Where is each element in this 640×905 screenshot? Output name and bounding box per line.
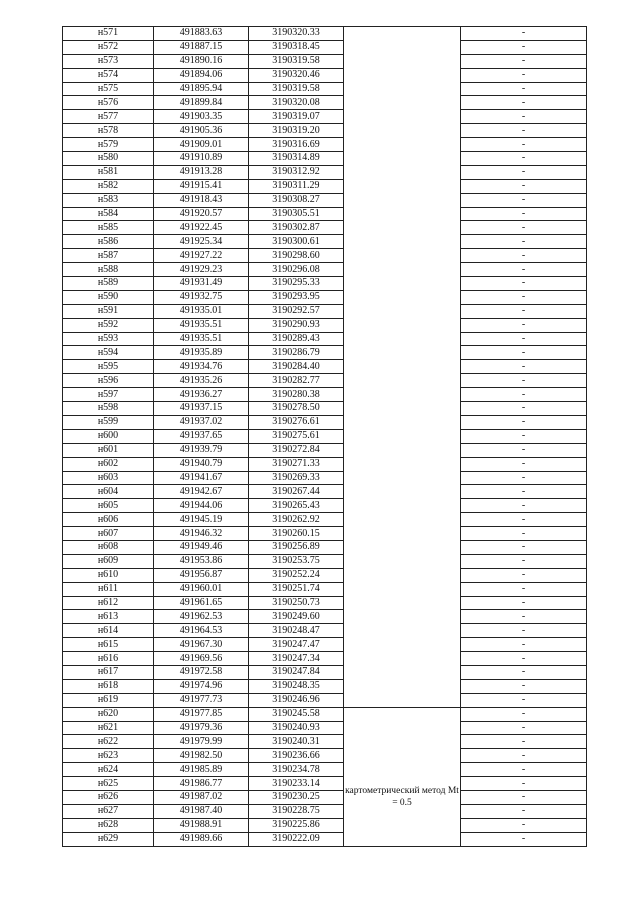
point-id-cell: н620: [63, 707, 154, 721]
point-id-cell: н591: [63, 304, 154, 318]
y-coordinate-cell: 3190248.47: [249, 624, 344, 638]
accuracy-mark-cell: -: [461, 318, 587, 332]
y-coordinate-cell: 3190267.44: [249, 485, 344, 499]
y-coordinate-cell: 3190247.34: [249, 652, 344, 666]
table-row: [63, 332, 587, 346]
table-row: [63, 54, 587, 68]
point-id-cell: н608: [63, 540, 154, 554]
point-id-cell: н628: [63, 818, 154, 832]
table-row: [63, 763, 587, 777]
point-id-cell: н574: [63, 68, 154, 82]
accuracy-mark-cell: -: [461, 777, 587, 791]
x-coordinate-cell: 491903.35: [154, 110, 249, 124]
accuracy-mark-cell: -: [461, 124, 587, 138]
point-id-cell: н600: [63, 429, 154, 443]
table-row: [63, 221, 587, 235]
y-coordinate-cell: 3190312.92: [249, 165, 344, 179]
point-id-cell: н627: [63, 804, 154, 818]
accuracy-mark-cell: -: [461, 568, 587, 582]
x-coordinate-cell: 491883.63: [154, 27, 249, 41]
y-coordinate-cell: 3190247.47: [249, 638, 344, 652]
y-coordinate-cell: 3190282.77: [249, 374, 344, 388]
table-row: [63, 610, 587, 624]
point-id-cell: н575: [63, 82, 154, 96]
accuracy-mark-cell: -: [461, 235, 587, 249]
point-id-cell: н616: [63, 652, 154, 666]
accuracy-mark-cell: -: [461, 735, 587, 749]
accuracy-mark-cell: -: [461, 40, 587, 54]
point-id-cell: н582: [63, 179, 154, 193]
x-coordinate-cell: 491961.65: [154, 596, 249, 610]
x-coordinate-cell: 491935.51: [154, 318, 249, 332]
point-id-cell: н592: [63, 318, 154, 332]
point-id-cell: н596: [63, 374, 154, 388]
table-row: [63, 707, 587, 721]
point-id-cell: н629: [63, 832, 154, 846]
y-coordinate-cell: 3190240.93: [249, 721, 344, 735]
y-coordinate-cell: 3190319.58: [249, 82, 344, 96]
accuracy-mark-cell: -: [461, 96, 587, 110]
y-coordinate-cell: 3190305.51: [249, 207, 344, 221]
y-coordinate-cell: 3190256.89: [249, 540, 344, 554]
accuracy-mark-cell: -: [461, 27, 587, 41]
x-coordinate-cell: 491915.41: [154, 179, 249, 193]
accuracy-mark-cell: -: [461, 388, 587, 402]
table-row: [63, 527, 587, 541]
y-coordinate-cell: 3190293.95: [249, 290, 344, 304]
y-coordinate-cell: 3190316.69: [249, 138, 344, 152]
table-row: [63, 485, 587, 499]
x-coordinate-cell: 491982.50: [154, 749, 249, 763]
accuracy-mark-cell: -: [461, 402, 587, 416]
x-coordinate-cell: 491953.86: [154, 554, 249, 568]
point-id-cell: н594: [63, 346, 154, 360]
y-coordinate-cell: 3190290.93: [249, 318, 344, 332]
y-coordinate-cell: 3190245.58: [249, 707, 344, 721]
x-coordinate-cell: 491922.45: [154, 221, 249, 235]
accuracy-mark-cell: -: [461, 54, 587, 68]
accuracy-mark-cell: -: [461, 582, 587, 596]
point-id-cell: н588: [63, 263, 154, 277]
y-coordinate-cell: 3190275.61: [249, 429, 344, 443]
table-row: [63, 27, 587, 41]
x-coordinate-cell: 491987.02: [154, 790, 249, 804]
x-coordinate-cell: 491987.40: [154, 804, 249, 818]
accuracy-mark-cell: -: [461, 707, 587, 721]
point-id-cell: н581: [63, 165, 154, 179]
accuracy-mark-cell: -: [461, 485, 587, 499]
point-id-cell: н586: [63, 235, 154, 249]
table-row: [63, 290, 587, 304]
accuracy-mark-cell: -: [461, 290, 587, 304]
y-coordinate-cell: 3190276.61: [249, 415, 344, 429]
x-coordinate-cell: 491986.77: [154, 777, 249, 791]
y-coordinate-cell: 3190278.50: [249, 402, 344, 416]
point-id-cell: н606: [63, 513, 154, 527]
table-row: [63, 179, 587, 193]
method-cell-empty: [344, 27, 461, 708]
accuracy-mark-cell: -: [461, 263, 587, 277]
y-coordinate-cell: 3190222.09: [249, 832, 344, 846]
point-id-cell: н617: [63, 665, 154, 679]
x-coordinate-cell: 491979.36: [154, 721, 249, 735]
table-row: [63, 388, 587, 402]
accuracy-mark-cell: -: [461, 679, 587, 693]
x-coordinate-cell: 491964.53: [154, 624, 249, 638]
y-coordinate-cell: 3190250.73: [249, 596, 344, 610]
accuracy-mark-cell: -: [461, 429, 587, 443]
accuracy-mark-cell: -: [461, 610, 587, 624]
table-row: [63, 554, 587, 568]
x-coordinate-cell: 491894.06: [154, 68, 249, 82]
accuracy-mark-cell: -: [461, 360, 587, 374]
point-id-cell: н589: [63, 277, 154, 291]
x-coordinate-cell: 491972.58: [154, 665, 249, 679]
table-row: [63, 360, 587, 374]
y-coordinate-cell: 3190302.87: [249, 221, 344, 235]
y-coordinate-cell: 3190249.60: [249, 610, 344, 624]
table-row: [63, 652, 587, 666]
point-id-cell: н590: [63, 290, 154, 304]
y-coordinate-cell: 3190272.84: [249, 443, 344, 457]
y-coordinate-cell: 3190319.07: [249, 110, 344, 124]
accuracy-mark-cell: -: [461, 152, 587, 166]
x-coordinate-cell: 491927.22: [154, 249, 249, 263]
x-coordinate-cell: 491905.36: [154, 124, 249, 138]
point-id-cell: н607: [63, 527, 154, 541]
x-coordinate-cell: 491899.84: [154, 96, 249, 110]
y-coordinate-cell: 3190319.58: [249, 54, 344, 68]
point-id-cell: н603: [63, 471, 154, 485]
x-coordinate-cell: 491935.01: [154, 304, 249, 318]
y-coordinate-cell: 3190289.43: [249, 332, 344, 346]
table-row: [63, 318, 587, 332]
table-row: [63, 721, 587, 735]
point-id-cell: н604: [63, 485, 154, 499]
accuracy-mark-cell: -: [461, 207, 587, 221]
x-coordinate-cell: 491920.57: [154, 207, 249, 221]
y-coordinate-cell: 3190228.75: [249, 804, 344, 818]
point-id-cell: н602: [63, 457, 154, 471]
x-coordinate-cell: 491960.01: [154, 582, 249, 596]
table-row: [63, 374, 587, 388]
table-row: [63, 777, 587, 791]
accuracy-mark-cell: -: [461, 665, 587, 679]
y-coordinate-cell: 3190280.38: [249, 388, 344, 402]
table-row: [63, 110, 587, 124]
accuracy-mark-cell: -: [461, 596, 587, 610]
y-coordinate-cell: 3190320.33: [249, 27, 344, 41]
y-coordinate-cell: 3190320.08: [249, 96, 344, 110]
table-row: [63, 790, 587, 804]
x-coordinate-cell: 491989.66: [154, 832, 249, 846]
y-coordinate-cell: 3190262.92: [249, 513, 344, 527]
accuracy-mark-cell: -: [461, 110, 587, 124]
table-row: [63, 457, 587, 471]
y-coordinate-cell: 3190314.89: [249, 152, 344, 166]
accuracy-mark-cell: -: [461, 82, 587, 96]
point-id-cell: н595: [63, 360, 154, 374]
accuracy-mark-cell: -: [461, 832, 587, 846]
y-coordinate-cell: 3190271.33: [249, 457, 344, 471]
table-row: [63, 235, 587, 249]
accuracy-mark-cell: -: [461, 721, 587, 735]
table-row: [63, 832, 587, 846]
table-row: [63, 568, 587, 582]
accuracy-mark-cell: -: [461, 804, 587, 818]
x-coordinate-cell: 491962.53: [154, 610, 249, 624]
accuracy-mark-cell: -: [461, 763, 587, 777]
table-row: [63, 582, 587, 596]
point-id-cell: н571: [63, 27, 154, 41]
point-id-cell: н621: [63, 721, 154, 735]
point-id-cell: н577: [63, 110, 154, 124]
table-row: [63, 207, 587, 221]
accuracy-mark-cell: -: [461, 499, 587, 513]
point-id-cell: н598: [63, 402, 154, 416]
x-coordinate-cell: 491941.67: [154, 471, 249, 485]
table-row: [63, 749, 587, 763]
table-row: [63, 263, 587, 277]
point-id-cell: н612: [63, 596, 154, 610]
x-coordinate-cell: 491942.67: [154, 485, 249, 499]
y-coordinate-cell: 3190269.33: [249, 471, 344, 485]
y-coordinate-cell: 3190300.61: [249, 235, 344, 249]
y-coordinate-cell: 3190240.31: [249, 735, 344, 749]
y-coordinate-cell: 3190225.86: [249, 818, 344, 832]
table-row: [63, 443, 587, 457]
accuracy-mark-cell: -: [461, 193, 587, 207]
point-id-cell: н580: [63, 152, 154, 166]
accuracy-mark-cell: -: [461, 374, 587, 388]
table-row: [63, 402, 587, 416]
accuracy-mark-cell: -: [461, 652, 587, 666]
accuracy-mark-cell: -: [461, 638, 587, 652]
point-id-cell: н622: [63, 735, 154, 749]
x-coordinate-cell: 491969.56: [154, 652, 249, 666]
coordinates-table-body: [63, 27, 587, 847]
table-row: [63, 429, 587, 443]
accuracy-mark-cell: -: [461, 332, 587, 346]
x-coordinate-cell: 491974.96: [154, 679, 249, 693]
y-coordinate-cell: 3190296.08: [249, 263, 344, 277]
table-row: [63, 277, 587, 291]
x-coordinate-cell: 491913.28: [154, 165, 249, 179]
table-row: [63, 471, 587, 485]
y-coordinate-cell: 3190252.24: [249, 568, 344, 582]
x-coordinate-cell: 491949.46: [154, 540, 249, 554]
point-id-cell: н613: [63, 610, 154, 624]
x-coordinate-cell: 491890.16: [154, 54, 249, 68]
accuracy-mark-cell: -: [461, 68, 587, 82]
y-coordinate-cell: 3190320.46: [249, 68, 344, 82]
table-row: [63, 193, 587, 207]
point-id-cell: н601: [63, 443, 154, 457]
y-coordinate-cell: 3190292.57: [249, 304, 344, 318]
x-coordinate-cell: 491945.19: [154, 513, 249, 527]
table-row: [63, 249, 587, 263]
y-coordinate-cell: 3190246.96: [249, 693, 344, 707]
x-coordinate-cell: 491935.89: [154, 346, 249, 360]
point-id-cell: н624: [63, 763, 154, 777]
accuracy-mark-cell: -: [461, 165, 587, 179]
y-coordinate-cell: 3190298.60: [249, 249, 344, 263]
x-coordinate-cell: 491936.27: [154, 388, 249, 402]
accuracy-mark-cell: -: [461, 277, 587, 291]
y-coordinate-cell: 3190234.78: [249, 763, 344, 777]
y-coordinate-cell: 3190233.14: [249, 777, 344, 791]
y-coordinate-cell: 3190251.74: [249, 582, 344, 596]
table-row: [63, 152, 587, 166]
y-coordinate-cell: 3190253.75: [249, 554, 344, 568]
x-coordinate-cell: 491932.75: [154, 290, 249, 304]
y-coordinate-cell: 3190295.33: [249, 277, 344, 291]
table-row: [63, 124, 587, 138]
table-row: [63, 818, 587, 832]
x-coordinate-cell: 491925.34: [154, 235, 249, 249]
x-coordinate-cell: 491918.43: [154, 193, 249, 207]
accuracy-mark-cell: -: [461, 818, 587, 832]
x-coordinate-cell: 491937.65: [154, 429, 249, 443]
y-coordinate-cell: 3190284.40: [249, 360, 344, 374]
point-id-cell: н626: [63, 790, 154, 804]
y-coordinate-cell: 3190265.43: [249, 499, 344, 513]
accuracy-mark-cell: -: [461, 749, 587, 763]
x-coordinate-cell: 491939.79: [154, 443, 249, 457]
point-id-cell: н573: [63, 54, 154, 68]
x-coordinate-cell: 491944.06: [154, 499, 249, 513]
x-coordinate-cell: 491937.02: [154, 415, 249, 429]
x-coordinate-cell: 491977.73: [154, 693, 249, 707]
accuracy-mark-cell: -: [461, 471, 587, 485]
point-id-cell: н579: [63, 138, 154, 152]
table-row: [63, 735, 587, 749]
accuracy-mark-cell: -: [461, 513, 587, 527]
point-id-cell: н609: [63, 554, 154, 568]
accuracy-mark-cell: -: [461, 221, 587, 235]
x-coordinate-cell: 491956.87: [154, 568, 249, 582]
accuracy-mark-cell: -: [461, 138, 587, 152]
table-row: [63, 40, 587, 54]
point-id-cell: н578: [63, 124, 154, 138]
table-row: [63, 304, 587, 318]
accuracy-mark-cell: -: [461, 554, 587, 568]
table-row: [63, 638, 587, 652]
y-coordinate-cell: 3190319.20: [249, 124, 344, 138]
point-id-cell: н583: [63, 193, 154, 207]
y-coordinate-cell: 3190311.29: [249, 179, 344, 193]
point-id-cell: н597: [63, 388, 154, 402]
y-coordinate-cell: 3190286.79: [249, 346, 344, 360]
table-row: [63, 693, 587, 707]
x-coordinate-cell: 491931.49: [154, 277, 249, 291]
x-coordinate-cell: 491937.15: [154, 402, 249, 416]
x-coordinate-cell: 491895.94: [154, 82, 249, 96]
point-id-cell: н585: [63, 221, 154, 235]
point-id-cell: н611: [63, 582, 154, 596]
accuracy-mark-cell: -: [461, 346, 587, 360]
accuracy-mark-cell: -: [461, 443, 587, 457]
accuracy-mark-cell: -: [461, 790, 587, 804]
table-row: [63, 596, 587, 610]
y-coordinate-cell: 3190247.84: [249, 665, 344, 679]
x-coordinate-cell: 491985.89: [154, 763, 249, 777]
accuracy-mark-cell: -: [461, 527, 587, 541]
accuracy-mark-cell: -: [461, 457, 587, 471]
table-row: [63, 513, 587, 527]
table-row: [63, 138, 587, 152]
point-id-cell: н619: [63, 693, 154, 707]
table-row: [63, 499, 587, 513]
y-coordinate-cell: 3190236.66: [249, 749, 344, 763]
accuracy-mark-cell: -: [461, 624, 587, 638]
point-id-cell: н599: [63, 415, 154, 429]
table-row: [63, 679, 587, 693]
point-id-cell: н623: [63, 749, 154, 763]
x-coordinate-cell: 491979.99: [154, 735, 249, 749]
x-coordinate-cell: 491946.32: [154, 527, 249, 541]
table-row: [63, 346, 587, 360]
y-coordinate-cell: 3190230.25: [249, 790, 344, 804]
accuracy-mark-cell: -: [461, 179, 587, 193]
table-row: [63, 540, 587, 554]
table-row: [63, 804, 587, 818]
x-coordinate-cell: 491935.26: [154, 374, 249, 388]
point-id-cell: н584: [63, 207, 154, 221]
table-row: [63, 68, 587, 82]
table-row: [63, 82, 587, 96]
x-coordinate-cell: 491988.91: [154, 818, 249, 832]
point-id-cell: н610: [63, 568, 154, 582]
table-row: [63, 415, 587, 429]
x-coordinate-cell: 491929.23: [154, 263, 249, 277]
point-id-cell: н614: [63, 624, 154, 638]
table-row: [63, 665, 587, 679]
point-id-cell: н572: [63, 40, 154, 54]
accuracy-mark-cell: -: [461, 693, 587, 707]
accuracy-mark-cell: -: [461, 249, 587, 263]
point-id-cell: н615: [63, 638, 154, 652]
point-id-cell: н618: [63, 679, 154, 693]
x-coordinate-cell: 491934.76: [154, 360, 249, 374]
accuracy-mark-cell: -: [461, 304, 587, 318]
point-id-cell: н605: [63, 499, 154, 513]
accuracy-mark-cell: -: [461, 540, 587, 554]
y-coordinate-cell: 3190248.35: [249, 679, 344, 693]
accuracy-mark-cell: -: [461, 415, 587, 429]
table-row: [63, 165, 587, 179]
x-coordinate-cell: 491909.01: [154, 138, 249, 152]
table-row: [63, 624, 587, 638]
y-coordinate-cell: 3190318.45: [249, 40, 344, 54]
table-row: [63, 96, 587, 110]
point-id-cell: н587: [63, 249, 154, 263]
point-id-cell: н593: [63, 332, 154, 346]
coordinates-table: [62, 26, 587, 847]
x-coordinate-cell: 491887.15: [154, 40, 249, 54]
point-id-cell: н625: [63, 777, 154, 791]
x-coordinate-cell: 491910.89: [154, 152, 249, 166]
y-coordinate-cell: 3190308.27: [249, 193, 344, 207]
x-coordinate-cell: 491935.51: [154, 332, 249, 346]
method-cell: картометрический метод Mt = 0.5: [344, 707, 461, 846]
x-coordinate-cell: 491967.30: [154, 638, 249, 652]
y-coordinate-cell: 3190260.15: [249, 527, 344, 541]
point-id-cell: н576: [63, 96, 154, 110]
x-coordinate-cell: 491940.79: [154, 457, 249, 471]
x-coordinate-cell: 491977.85: [154, 707, 249, 721]
